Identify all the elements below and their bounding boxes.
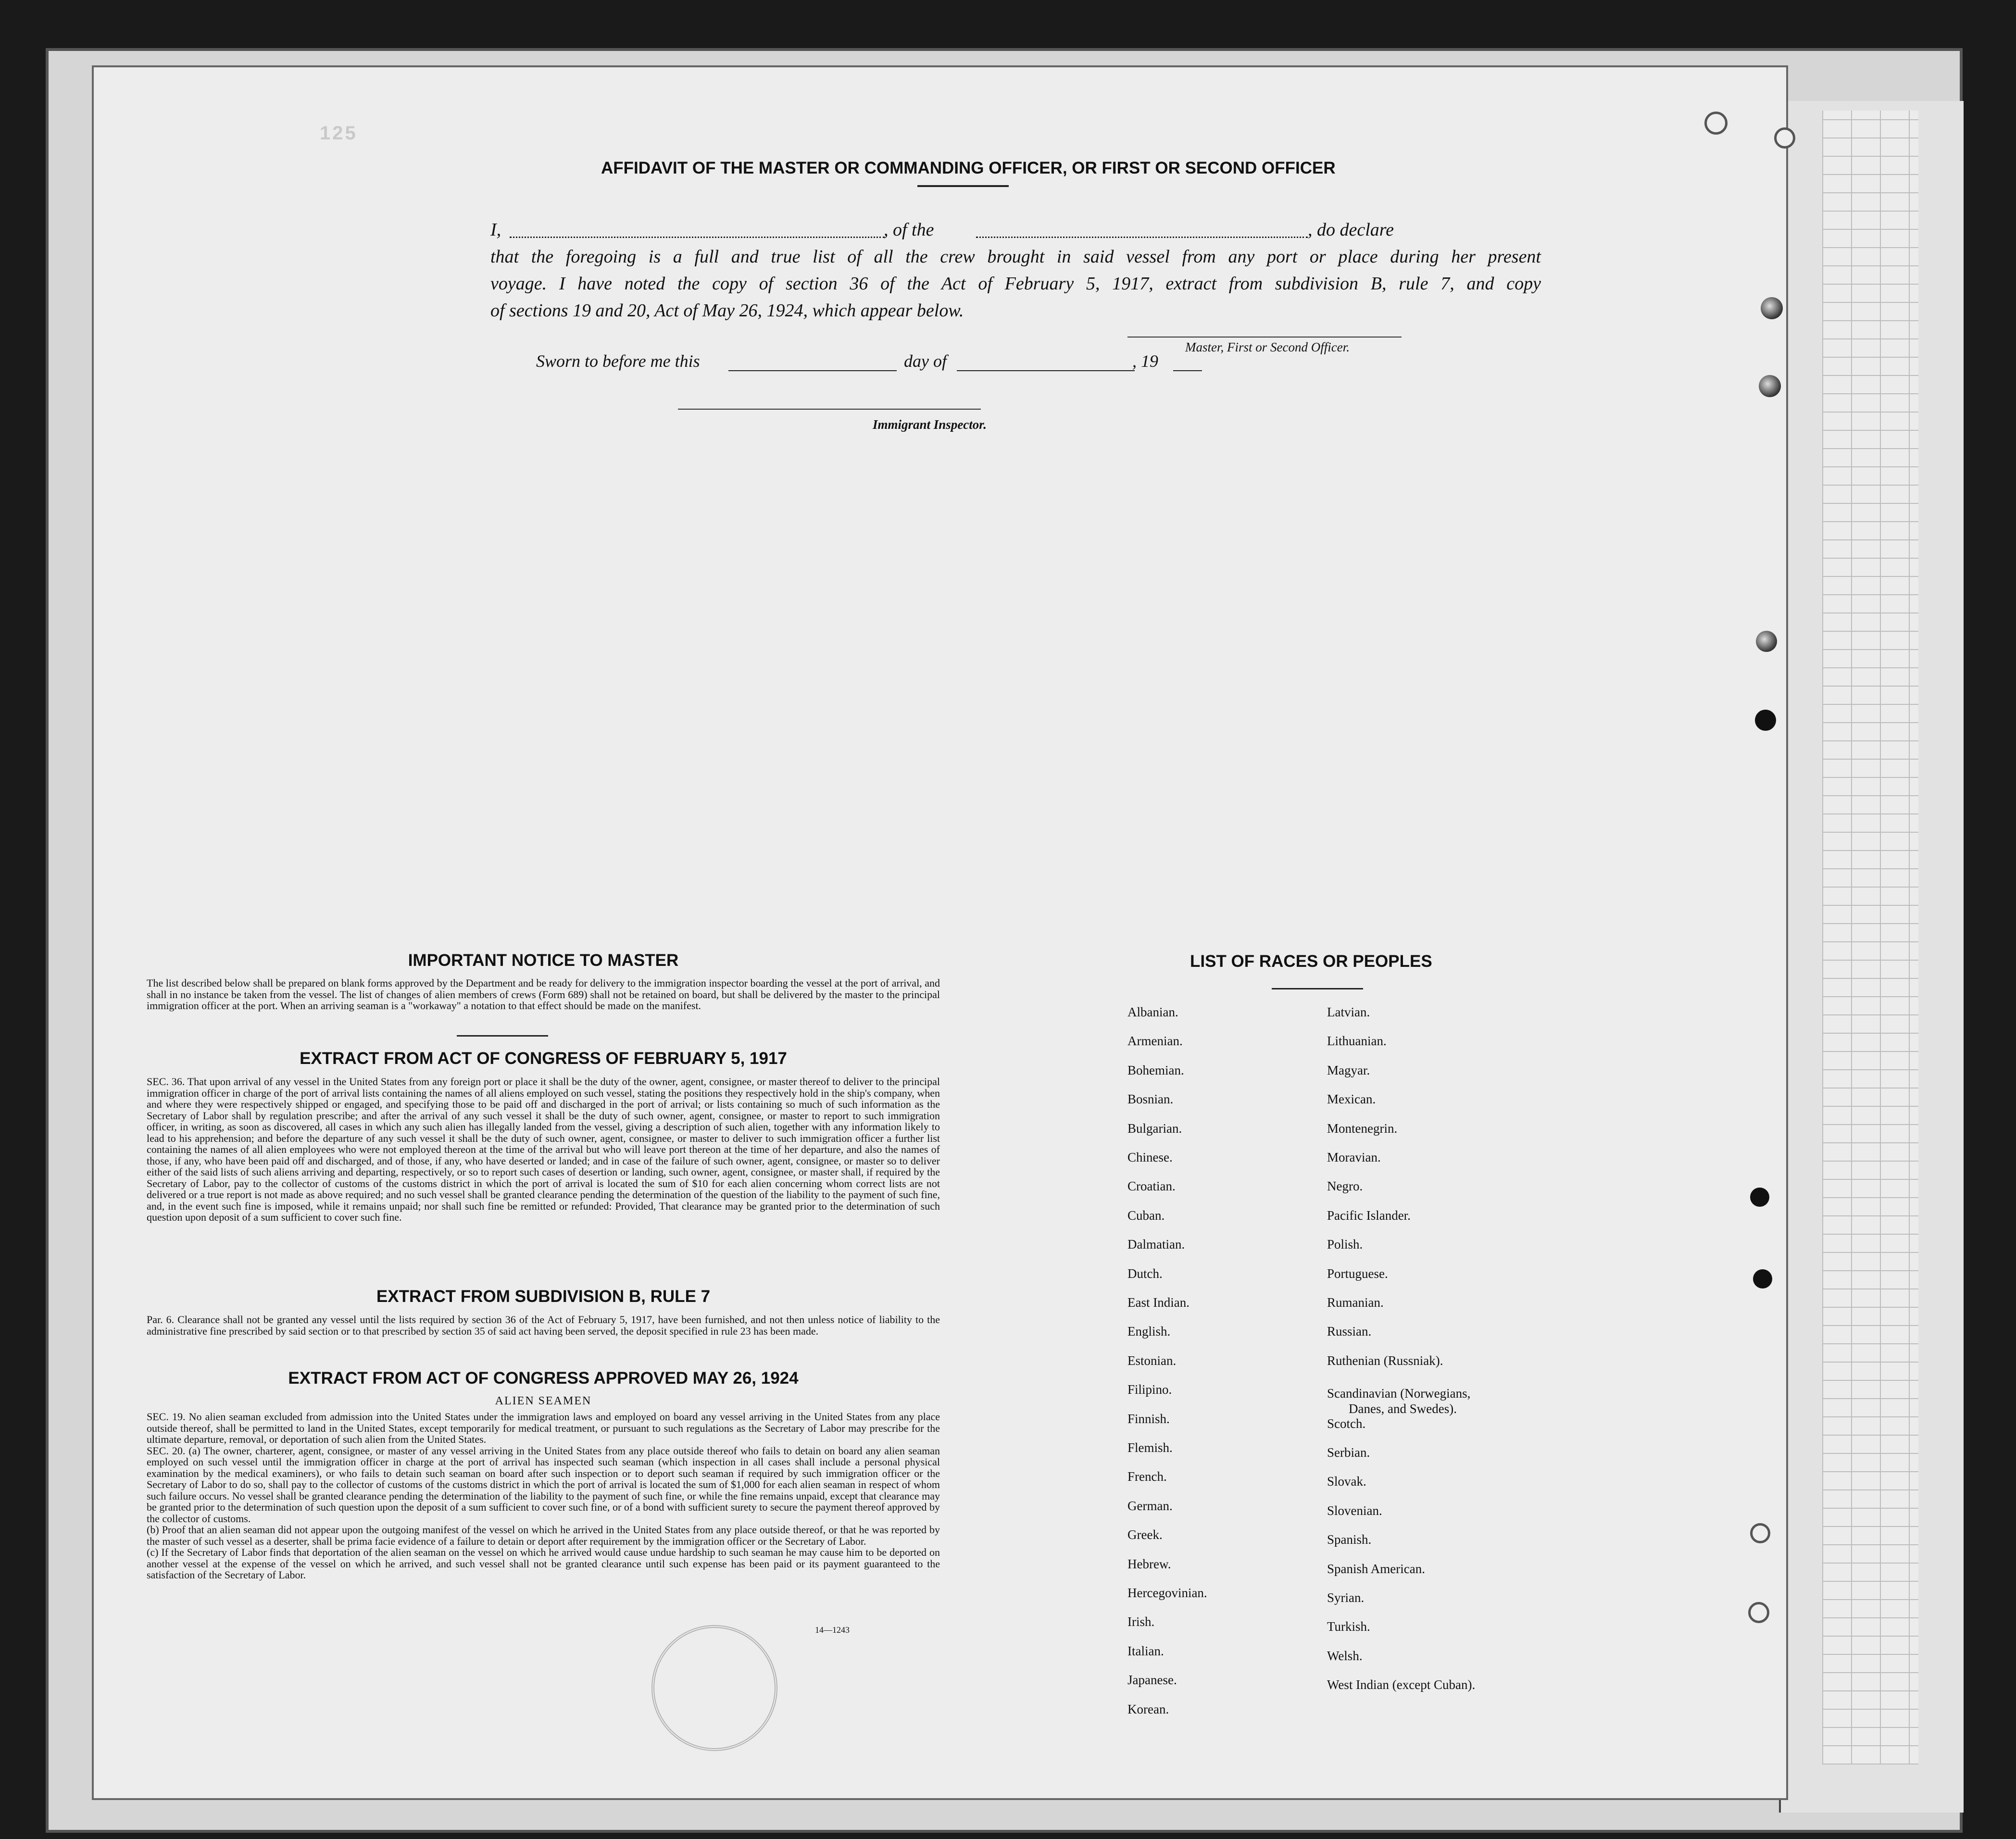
affidavit-line-1: [490, 216, 1541, 243]
race-item: Lithuanian.: [1327, 1034, 1387, 1049]
race-item: West Indian (except Cuban).: [1327, 1677, 1476, 1692]
race-item: French.: [1127, 1469, 1167, 1484]
binder-hole: [1750, 1523, 1770, 1543]
notice-paragraph: The list described below shall be prepared on blank forms approved by the Department and be ready for delivery to the immigration inspector boarding the vessel at the port of arrival, and shall in no instance be taken from the vessel. The list of changes of alien members of crews (Form 689) shall not be retained on board, but shall be delivered by the master to the principal immigration officer at the port. When an arriving seaman is a "workaway" a notation to that effect should be made on the manifest.: [147, 977, 940, 1012]
extract-1924-text: [147, 1411, 940, 1581]
affidavit-title: AFFIDAVIT OF THE MASTER OR COMMANDING OFFICER, OR FIRST OR SECOND OFFICER: [601, 159, 1336, 177]
race-item: Latvian.: [1327, 1005, 1370, 1019]
race-item: Scandinavian (Norwegians,: [1327, 1386, 1471, 1401]
grid-paper-strip: [1822, 111, 1918, 1764]
affidavit-line-3: voyage. I have noted the copy of section 36 of the Act of February 5, 1917, extract from subdivision B, rule 7, and copy: [490, 274, 1541, 294]
race-item: Bosnian.: [1127, 1092, 1174, 1107]
binder-hole: [1755, 710, 1776, 731]
race-item: Magyar.: [1327, 1063, 1370, 1077]
title-divider: [917, 185, 1009, 187]
affidavit-body: [490, 216, 1541, 324]
race-item: Finnish.: [1127, 1411, 1170, 1426]
affidavit-declare: , do declare: [1308, 220, 1394, 240]
race-item: Italian.: [1127, 1643, 1164, 1658]
form-page: [94, 67, 1786, 1798]
section-19-paragraph: SEC. 19. No alien seaman excluded from admission into the United States under the immigration laws and employed on board any vessel arriving in the United States from any place outside thereof, shall be permitted to land in the United States, except temporarily for medical treatment, or pursuant to such regulations as the Secretary of Labor may prescribe for the ultimate departure, removal, or deportation of such alien from the United States.: [147, 1411, 940, 1445]
race-item: Slovenian.: [1327, 1503, 1382, 1518]
race-item: Chinese.: [1127, 1150, 1173, 1164]
race-item: Dalmatian.: [1127, 1237, 1185, 1252]
race-item: Japanese.: [1127, 1673, 1177, 1688]
form-number: 14—1243: [815, 1625, 850, 1635]
notice-divider: [457, 1035, 548, 1037]
race-item: Negro.: [1327, 1179, 1363, 1194]
section-20c-paragraph: (c) If the Secretary of Labor finds that deportation of the alien seaman on the vessel on which he arrived would cause undue hardship to such seaman he may cause him to be deported on another vessel at the expense of the vessel on which he arrived, and such vessel shall not be granted clearance until such expense has been paid or its payment guaranteed to the satisfaction of the Secretary of Labor.: [147, 1546, 940, 1581]
race-item: Greek.: [1127, 1527, 1163, 1542]
race-item: Hercegovinian.: [1127, 1586, 1207, 1600]
master-signature-label: Master, First or Second Officer.: [1185, 340, 1350, 354]
customs-stamp: [651, 1625, 777, 1751]
sworn-day-blank[interactable]: [728, 370, 897, 371]
sworn-month-blank[interactable]: [957, 370, 1135, 371]
affidavit-of-the: , of the: [884, 220, 934, 240]
race-item: Serbian.: [1327, 1445, 1370, 1460]
extract-1917-text: [147, 1076, 940, 1223]
binder-hole: [1759, 375, 1781, 397]
race-item: Portuguese.: [1327, 1266, 1388, 1281]
race-item: Spanish American.: [1327, 1561, 1425, 1576]
notice-title: IMPORTANT NOTICE TO MASTER: [408, 951, 679, 970]
race-item: German.: [1127, 1498, 1173, 1513]
race-item: Russian.: [1327, 1324, 1372, 1339]
alien-seamen-subtitle: ALIEN SEAMEN: [495, 1395, 592, 1407]
section-36-paragraph: SEC. 36. That upon arrival of any vessel in the United States from any foreign port or place it shall be the duty of the owner, agent, consignee, or master thereof to deliver to the principal immigration officer in charge of the port of arrival lists containing the names of all aliens employed on such vessel, stating the positions they respectively hold in the ship's company, when and where they were respectively shipped or engaged, and specifying those to be paid off and discharged in the port of arrival; or lists containing so much of such information as the Secretary of Labor shall by regulation prescribe; and after the arrival of any such vessel it shall be the duty of such owner, agent, consignee, or master to report to such immigration officer, in writing, as soon as discovered, all cases in which any such alien has illegally landed from the vessel, giving a description of such alien, together with any information likely to lead to his apprehension; and before the departure of any such vessel it shall be the duty of such owner, agent, consignee, or master to deliver to such immigration officer a further list containing the names of all alien employees who were not employed thereon at the time of the arrival but who will leave port thereon at the time of her departure, and also the names of those, if any, who have been paid off and discharged, and of those, if any, who have deserted or landed; and in case of the failure of such owner, agent, consignee, or master so to deliver either of the said lists of such aliens arriving and departing, respectively, or so to report such cases of desertion or landing, such owner, agent, consignee, or master shall, if required by the Secretary of Labor, pay to the collector of customs of the customs district in which the port of arrival is located the sum of $10 for each alien concerning whom correct lists are not delivered or a true report is not made as above required; and no such vessel shall be granted clearance pending the determination of the question of the liability to the payment of such fine, and, in the event such fine is imposed, while it remains unpaid; nor shall such fine be remitted or refunded: Provided, That clearance may be granted prior to the determination of such question upon deposit of a sum sufficient to cover such fine.: [147, 1076, 940, 1223]
race-item: Flemish.: [1127, 1440, 1173, 1455]
section-20a-paragraph: SEC. 20. (a) The owner, charterer, agent, consignee, or master of any vessel arriving in the United States from any place outside thereof who fails to detain on board any alien seaman employed on such vessel until the immigration officer in charge at the port of arrival has inspected such seaman (which inspection in all cases shall include a personal physical examination by the medical examiners), or who fails to detain such seaman on board after such inspection or to deport such seaman if required by such immigration officer or the Secretary of Labor to do so, shall pay to the collector of customs of the customs district in which the port of arrival is located the sum of $1,000 for each alien seaman in respect of whom such failure occurs. No vessel shall be granted clearance pending the determination of the liability to the payment of such fine, or while the fine remains unpaid, except that clearance may be granted prior to the determination of such question upon the deposit of a sum sufficient to cover such fine, or of a bond with sufficient surety to secure the payment thereof approved by the collector of customs.: [147, 1444, 940, 1525]
extract-1917-title: EXTRACT FROM ACT OF CONGRESS OF FEBRUARY 5, 1917: [300, 1049, 787, 1068]
master-signature-line[interactable]: [1127, 337, 1402, 338]
race-item: Danes, and Swedes).: [1349, 1401, 1457, 1416]
rule-7-text: [147, 1314, 940, 1337]
year-blank[interactable]: [1173, 370, 1202, 371]
race-item: Slovak.: [1327, 1474, 1366, 1489]
race-item: Dutch.: [1127, 1266, 1163, 1281]
race-item: Cuban.: [1127, 1208, 1165, 1223]
race-item: Mexican.: [1327, 1092, 1376, 1107]
race-item: Croatian.: [1127, 1179, 1176, 1194]
inspector-signature-line[interactable]: [678, 409, 981, 410]
races-title: LIST OF RACES OR PEOPLES: [1190, 952, 1432, 971]
race-item: Moravian.: [1327, 1150, 1381, 1164]
affidavit-line-2: that the foregoing is a full and true list of all the crew brought in said vessel from any port or place during her present: [490, 247, 1541, 267]
section-20b-paragraph: (b) Proof that an alien seaman did not appear upon the outgoing manifest of the vessel on which he arrived in the United States from any place outside thereof, or that he was reported by the master of such vessel as a deserter, shall be prima facie evidence of a failure to detain or deport after requirement by the immigration officer or the Secretary of Labor.: [147, 1524, 940, 1547]
vessel-name-blank[interactable]: [976, 237, 1308, 238]
race-item: Syrian.: [1327, 1590, 1365, 1605]
page-number-ghost: 125: [320, 123, 358, 144]
master-name-blank[interactable]: [510, 237, 885, 238]
race-item: Armenian.: [1127, 1034, 1183, 1049]
year-label: , 19: [1132, 351, 1158, 371]
binder-hole: [1748, 1602, 1769, 1623]
rule-7-title: EXTRACT FROM SUBDIVISION B, RULE 7: [376, 1287, 711, 1306]
race-item: Scotch.: [1327, 1416, 1366, 1431]
race-item: Polish.: [1327, 1237, 1363, 1252]
notice-text: [147, 977, 940, 1012]
race-item: Montenegrin.: [1327, 1121, 1398, 1136]
binder-hole: [1756, 631, 1777, 652]
race-item: English.: [1127, 1324, 1171, 1339]
sworn-label: Sworn to before me this: [536, 351, 700, 371]
affidavit-line-4: of sections 19 and 20, Act of May 26, 1924, which appear below.: [490, 300, 964, 321]
race-item: Ruthenian (Russniak).: [1327, 1353, 1443, 1368]
race-item: Bohemian.: [1127, 1063, 1184, 1077]
race-item: East Indian.: [1127, 1295, 1190, 1310]
race-item: Turkish.: [1327, 1619, 1370, 1634]
binder-hole: [1704, 112, 1728, 135]
race-item: Albanian.: [1127, 1005, 1178, 1019]
race-item: Korean.: [1127, 1701, 1169, 1716]
race-item: Irish.: [1127, 1614, 1155, 1629]
rule-7-paragraph: Par. 6. Clearance shall not be granted any vessel until the lists required by section 36 of the Act of February 5, 1917, have been furnished, and not then unless notice of liability to the administrative fine prescribed by said section or to that prescribed by section 35 of said act having been served, the deposit specified in rule 23 has been made.: [147, 1314, 940, 1337]
binder-hole: [1753, 1269, 1772, 1289]
race-item: Filipino.: [1127, 1382, 1172, 1397]
affidavit-i: I,: [490, 220, 501, 240]
race-item: Bulgarian.: [1127, 1121, 1182, 1136]
binder-hole: [1761, 297, 1783, 319]
race-item: Spanish.: [1327, 1532, 1372, 1547]
day-of-label: day of: [904, 351, 947, 371]
race-item: Welsh.: [1327, 1648, 1363, 1663]
race-item: Pacific Islander.: [1327, 1208, 1411, 1223]
binder-hole: [1774, 127, 1795, 149]
race-item: Rumanian.: [1327, 1295, 1384, 1310]
extract-1924-title: EXTRACT FROM ACT OF CONGRESS APPROVED MAY 26, 1924: [288, 1369, 799, 1388]
races-divider: [1272, 988, 1363, 989]
race-item: Hebrew.: [1127, 1556, 1171, 1571]
race-item: Estonian.: [1127, 1353, 1177, 1368]
inspector-label: Immigrant Inspector.: [873, 417, 987, 432]
binder-hole: [1750, 1188, 1769, 1207]
